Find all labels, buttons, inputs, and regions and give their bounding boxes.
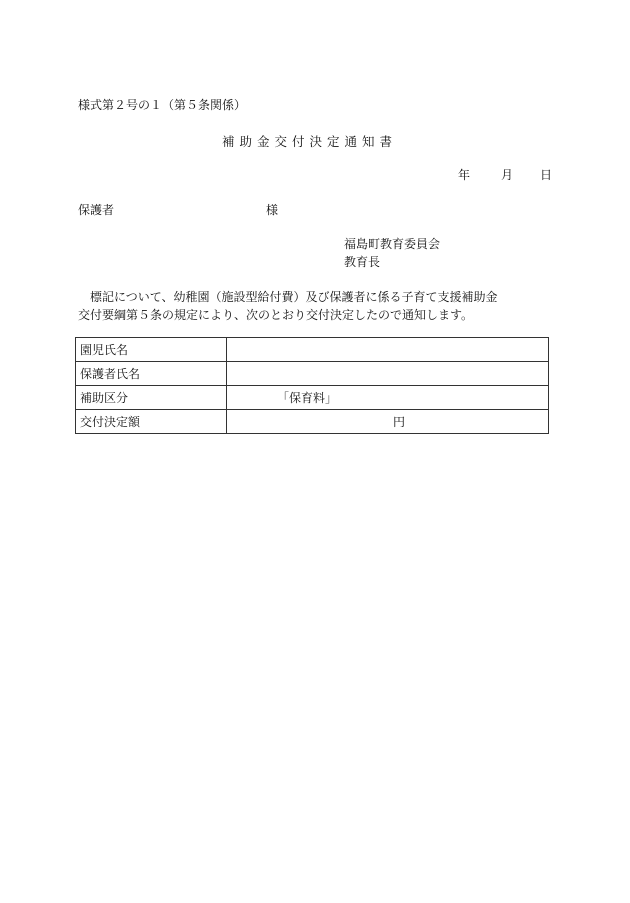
- child-name-value: [227, 338, 549, 362]
- table-row: [76, 386, 549, 410]
- notice-body-line-2: 交付要綱第５条の規定により、次のとおり交付決定したので通知します。: [78, 308, 474, 322]
- grant-amount-unit: 円: [393, 415, 406, 429]
- date-year-label: 年: [458, 168, 471, 182]
- grant-amount-label: 交付決定額: [76, 410, 227, 434]
- notice-body-line-1: 標記について、幼稚園（施設型給付費）及び保護者に係る子育て支援補助金: [90, 290, 498, 304]
- grant-amount-value: [227, 410, 549, 434]
- table-row: [76, 362, 549, 386]
- form-number: 様式第２号の１（第５条関係）: [78, 98, 247, 112]
- guardian-name-value: [227, 362, 549, 386]
- date-day-label: 日: [540, 168, 553, 182]
- info-table: [75, 337, 549, 434]
- notice-body: [78, 288, 553, 324]
- issuer-title: 教育長: [344, 255, 381, 269]
- document-title: 補助金交付決定通知書: [222, 134, 398, 149]
- table-row: [76, 410, 549, 434]
- recipient-honorific: 様: [266, 203, 279, 217]
- recipient-label: 保護者: [78, 203, 115, 217]
- date-month-label: 月: [501, 168, 514, 182]
- subsidy-category-text: 「保育料」: [277, 391, 338, 405]
- issuer-organization: 福島町教育委員会: [344, 237, 441, 251]
- child-name-label: 園児氏名: [76, 338, 227, 362]
- table-row: [76, 338, 549, 362]
- guardian-name-label: 保護者氏名: [76, 362, 227, 386]
- subsidy-category-value: [227, 386, 549, 410]
- subsidy-category-label: 補助区分: [76, 386, 227, 410]
